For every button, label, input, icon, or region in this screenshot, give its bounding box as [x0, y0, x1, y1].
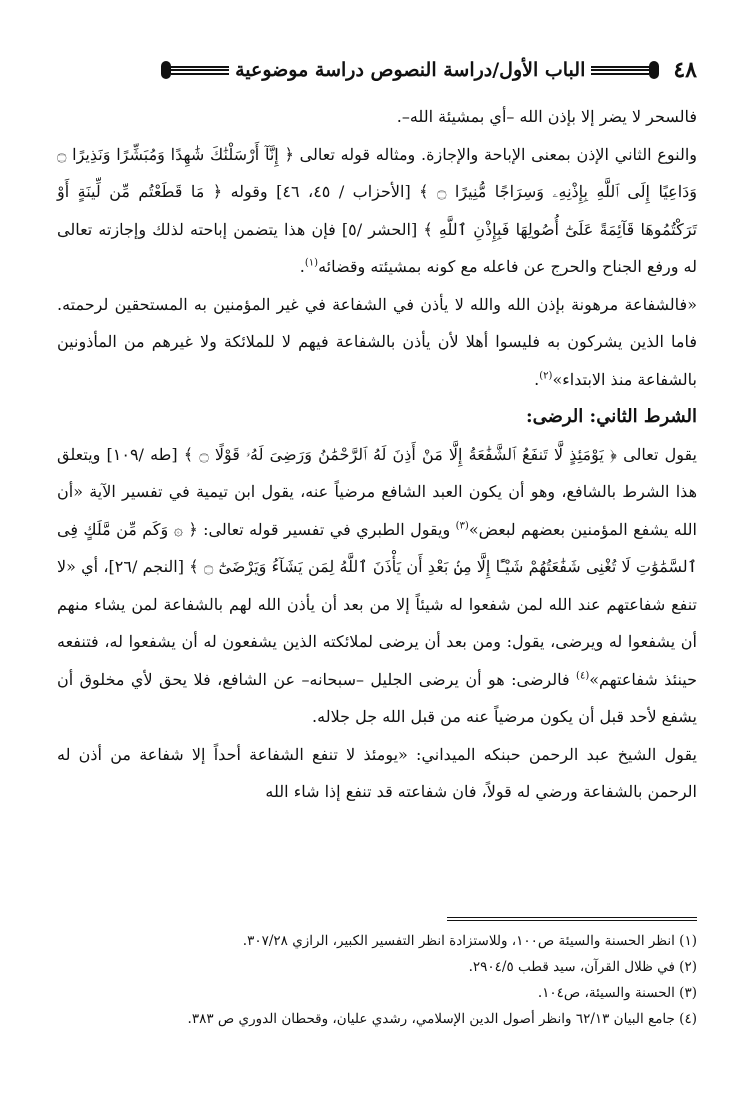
paragraph-text: ويقول الطبري في تفسير قوله تعالى: ﴿ ۞ وَكَم مِّن مَّلَكٍ فِى ٱلسَّمَٰوَٰتِ لَا تُغْنِى شَفَٰعَتُهُمْ شَيْـًٔا إِلَّا مِنۢ بَعْدِ أَن يَأْذَنَ ٱللَّهُ لِمَن يَشَآءُ وَيَرْضَىٰٓ ۝ ﴾ [النجم /٢٦]، أي «لا تنفع شفاعتهم عند الله لمن شفعوا له شيئاً إلا من بعد أن يأذن الله لهم بالشفاعة لمن يشاء منهم أن يشفعوا له ويرضى، يقول: ومن بعد أن يرضى لملائكته الذين يشفعون له أن يشفعوا له، فتنفعه حينئذ شفاعتهم» — [57, 519, 697, 689]
header-ornament-left — [161, 61, 229, 79]
page-number: ٤٨ — [673, 57, 697, 83]
paragraph — [57, 286, 697, 399]
ornament-lines — [591, 66, 649, 75]
paragraph-text: يقول الشيخ عبد الرحمن حبنكه الميداني: «يومئذ لا تنفع الشفاعة أحداً إلا شفاعة من أذن له الرحمن بالشفاعة ورضي له قولاً، فان شفاعته قد تنفع إذا شاء الله — [57, 744, 697, 801]
ornament-knob-icon — [649, 61, 659, 79]
chapter-title: الباب الأول/دراسة النصوص دراسة موضوعية — [235, 59, 586, 81]
paragraph-text: . — [299, 257, 305, 276]
footnote-ref: (٤) — [576, 670, 590, 682]
section-heading: الشرط الثاني: الرضى: — [525, 406, 697, 427]
page-header — [38, 50, 697, 90]
paragraph-text: «فالشفاعة مرهونة بإذن الله والله لا يأذن في الشفاعة في غير المؤمنين به المستحقين لرحمته. فاما الذين يشركون به فليسوا أهلا لأن يأذن بالشفاعة فيهم لا للملائكة ولا غيرهم من المأذونين بالشفاعة منذ الابتداء» — [57, 294, 698, 389]
paragraph-text: . — [534, 369, 540, 389]
ornament-knob-icon — [161, 61, 171, 79]
paragraph — [57, 436, 697, 736]
paragraph — [57, 736, 697, 811]
footnote: (٢) في ظلال القرآن، سيد قطب ٢٩٠٤/٥. — [468, 959, 697, 975]
paragraph-text: فالرضى: هو أن يرضى الجليل –سبحانه– عن الشافع، فلا يحق لأي مخلوق أن يشفع لأحد قبل أن يكون مرضياً عنه من قبل الله جل جلاله. — [57, 669, 697, 726]
ornament-lines — [171, 66, 229, 75]
footnote: (٣) الحسنة والسيئة، ص١٠٤. — [537, 985, 697, 1001]
footnote-ref: (٢) — [539, 370, 553, 382]
header-ornament-right — [591, 61, 659, 79]
paragraph — [57, 98, 697, 136]
footnote-ref: (٣) — [455, 520, 469, 532]
footnotes — [57, 928, 697, 1032]
paragraph-text: يقول تعالى ﴿ يَوْمَئِذٍ لَّا تَنفَعُ ٱلشَّفَٰعَةُ إِلَّا مَنْ أَذِنَ لَهُ ٱلرَّحْمَٰنُ وَرَضِىَ لَهُۥ قَوْلًا ۝ ﴾ [طه /١٠٩] ويتعلق هذا الشرط بالشافع، وهو أن يكون العبد الشافع مرضياً عنه، يقول ابن تيمية في تفسير الآية «أن الله يشفع المؤمنين بعضهم لبعض» — [57, 444, 698, 539]
footnote-ref: (١) — [304, 257, 319, 269]
paragraph-text: فالسحر لا يضر إلا بإذن الله –أي بمشيئة الله–. — [396, 107, 697, 126]
paragraph-text: والنوع الثاني الإذن بمعنى الإباحة والإجازة. ومثاله قوله تعالى ﴿ إِنَّآ أَرْسَلْنَٰكَ شَٰهِدًا وَمُبَشِّرًا وَنَذِيرًا ۝ وَدَاعِيًا إِلَى ٱللَّهِ بِإِذْنِهِۦ وَسِرَاجًا مُّنِيرًا ۝ ﴾ [الأحزاب / ٤٥، ٤٦] وقوله ﴿ مَا قَطَعْتُم مِّن لِّينَةٍ أَوْ تَرَكْتُمُوهَا قَآئِمَةً عَلَىٰٓ أُصُولِهَا فَبِإِذْنِ ٱللَّهِ ﴾ [الحشر /٥] فإن هذا يتضمن إباحته لذلك وإجازته تعالى له ورفع الجناح والحرج عن فاعله مع كونه بمشيئته وقضائه — [57, 144, 697, 276]
paragraph — [57, 136, 697, 286]
footnote-divider — [447, 917, 697, 921]
main-text — [57, 98, 697, 811]
footnote: (١) انظر الحسنة والسيئة ص١٠٠، وللاستزادة انظر التفسير الكبير، الرازي ٣٠٧/٢٨. — [242, 933, 697, 949]
footnote: (٤) جامع البيان ٦٢/١٣ وانظر أصول الدين الإسلامي، رشدي عليان، وقحطان الدوري ص ٣٨٣. — [187, 1011, 697, 1027]
